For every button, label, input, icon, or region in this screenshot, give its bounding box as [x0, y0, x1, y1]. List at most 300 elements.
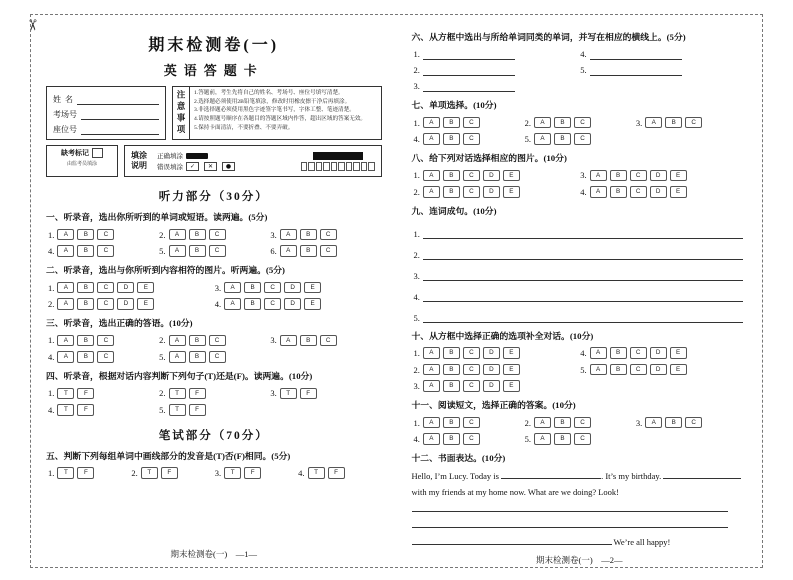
question-number: 1. — [413, 117, 420, 128]
answer-bubble-c[interactable]: C — [463, 170, 480, 182]
answer-row — [48, 404, 382, 416]
answer-row — [48, 388, 382, 400]
answer-bubble-d[interactable]: D — [483, 364, 500, 376]
correct-fill-label: 正确填涂 — [157, 153, 183, 160]
answer-bubble-b[interactable]: B — [554, 117, 571, 129]
answer-bubble-a[interactable]: A — [423, 380, 440, 392]
question-number: 5. — [524, 134, 532, 144]
wrong-fill-example: ✕ — [204, 162, 217, 171]
answer-line-row — [414, 291, 744, 302]
answer-bubble-c[interactable]: C — [320, 245, 337, 257]
answer-bubble-d[interactable]: D — [483, 347, 500, 359]
section-12 — [412, 453, 748, 551]
answer-group — [580, 65, 747, 76]
answer-bubble-b[interactable]: B — [610, 170, 627, 182]
answer-bubble-d[interactable]: D — [483, 170, 500, 182]
answer-bubble-a[interactable]: A — [169, 229, 186, 241]
answer-row — [48, 467, 382, 479]
answer-bubble-f[interactable]: F — [77, 404, 94, 416]
answer-row — [414, 364, 748, 376]
wrong-fill-example: ● — [222, 162, 235, 171]
answer-group — [270, 245, 381, 257]
section-1 — [46, 212, 382, 257]
answer-bubble-c[interactable]: C — [463, 117, 480, 129]
question-number: 1. — [413, 170, 420, 181]
answer-bubble-t[interactable]: T — [57, 404, 74, 416]
question-number: 4. — [580, 348, 587, 359]
answer-bubble-a[interactable]: A — [57, 282, 74, 294]
answer-bubble-b[interactable]: B — [443, 347, 460, 359]
answer-bubble-f[interactable]: F — [244, 467, 261, 479]
absent-mark-checkbox[interactable] — [92, 148, 103, 158]
answer-bubble-f[interactable]: F — [189, 404, 206, 416]
question-number: 2. — [413, 249, 420, 260]
answer-bubble-b[interactable]: B — [554, 133, 571, 145]
answer-bubble-a[interactable]: A — [280, 245, 297, 257]
answer-bubble-c[interactable]: C — [97, 245, 114, 257]
answer-bubble-a[interactable]: A — [423, 364, 440, 376]
section-5 — [46, 451, 382, 479]
question-number: 3. — [413, 81, 420, 92]
answer-bubble-a[interactable]: A — [57, 229, 74, 241]
answer-bubble-c[interactable]: C — [209, 335, 226, 347]
correct-fill-example — [186, 153, 208, 159]
answer-group — [580, 49, 747, 60]
answer-bubble-c[interactable]: C — [97, 298, 114, 310]
answer-group — [580, 170, 747, 182]
wrong-fill-example: ✓ — [186, 162, 199, 171]
question-number: 4. — [580, 186, 587, 197]
question-number: 3. — [635, 417, 643, 428]
answer-blank[interactable] — [423, 65, 515, 76]
answer-bubble-a[interactable]: A — [590, 364, 607, 376]
question-number: 4. — [214, 299, 222, 309]
answer-bubble-d[interactable]: D — [483, 186, 500, 198]
notice-line: 1.答题前，考生先将自己的姓名、考场号、座位号填写清楚。 — [194, 90, 344, 96]
answer-bubble-b[interactable]: B — [443, 133, 460, 145]
question-number: 4. — [48, 351, 55, 362]
question-number: 5. — [524, 434, 532, 444]
answer-bubble-b[interactable]: B — [77, 282, 94, 294]
answer-bubble-d[interactable]: D — [650, 364, 667, 376]
answer-bubble-a[interactable]: A — [534, 117, 551, 129]
answer-bubble-a[interactable]: A — [645, 417, 662, 429]
question-number: 4. — [413, 434, 420, 444]
answer-bubble-c[interactable]: C — [97, 282, 114, 294]
answer-bubble-c[interactable]: C — [463, 433, 480, 445]
answer-bubble-a[interactable]: A — [590, 186, 607, 198]
name-field — [53, 90, 159, 105]
answer-line-row — [414, 270, 744, 281]
answer-bubble-t[interactable]: T — [169, 388, 186, 400]
answer-bubble-t[interactable]: T — [280, 388, 297, 400]
question-number: 4. — [48, 246, 55, 257]
answer-line[interactable] — [423, 312, 743, 323]
question-number: 4. — [413, 134, 420, 144]
answer-bubble-t[interactable]: T — [308, 467, 325, 479]
answer-bubble-c[interactable]: C — [574, 417, 591, 429]
answer-bubble-e[interactable]: E — [670, 186, 687, 198]
header-row-2 — [46, 145, 382, 177]
notice-line: 3.非选择题必须使用黑色字迹签字笔书写，字体工整、笔迹清楚。 — [194, 107, 355, 114]
answer-bubble-c[interactable]: C — [463, 186, 480, 198]
answer-bubble-b[interactable]: B — [244, 282, 261, 294]
answer-group — [414, 133, 525, 145]
answer-bubble-c[interactable]: C — [630, 170, 647, 182]
answer-bubble-f[interactable]: F — [189, 388, 206, 400]
answer-bubble-b[interactable]: B — [443, 417, 460, 429]
wrong-fill-label: 错误填涂 — [157, 164, 183, 171]
answer-bubble-c[interactable]: C — [209, 229, 226, 241]
answer-bubble-c[interactable]: C — [463, 347, 480, 359]
answer-bubble-c[interactable]: C — [264, 282, 281, 294]
answer-bubble-e[interactable]: E — [670, 170, 687, 182]
scissors-icon: ✂ — [23, 18, 42, 32]
notice-line: 2.选择题必须使用2B铅笔填涂，修改时用橡皮擦干净后再填涂。 — [194, 98, 351, 105]
section-11 — [412, 400, 748, 445]
answer-bubble-d[interactable]: D — [650, 170, 667, 182]
answer-bubble-a[interactable]: A — [224, 298, 241, 310]
question-number: 4. — [298, 468, 305, 479]
question-number: 1. — [48, 335, 55, 346]
answer-group — [159, 335, 270, 347]
answer-bubble-c[interactable]: C — [463, 133, 480, 145]
answer-bubble-b[interactable]: B — [665, 117, 682, 129]
answer-group — [414, 170, 581, 182]
answer-bubble-e[interactable]: E — [304, 282, 321, 294]
section-title: 三、听录音，选出正确的答语。(10分) — [46, 317, 193, 328]
essay-blank[interactable] — [412, 535, 612, 545]
answer-row — [414, 170, 748, 182]
answer-bubble-c[interactable]: C — [209, 351, 226, 363]
answer-group — [414, 117, 525, 129]
exam-title: 期末检测卷(一) — [148, 37, 280, 54]
answer-group — [636, 117, 747, 129]
answer-bubble-f[interactable]: F — [77, 388, 94, 400]
answer-bubble-c[interactable]: C — [574, 133, 591, 145]
question-number: 3. — [214, 468, 222, 479]
answer-bubble-b[interactable]: B — [189, 245, 206, 257]
answer-bubble-e[interactable]: E — [304, 298, 321, 310]
answer-bubble-c[interactable]: C — [574, 433, 591, 445]
answer-card-title: 英语答题卡 — [163, 63, 264, 78]
section-title: 二、听录音，选出与你所听到内容相符的图片。听两遍。(5分) — [46, 264, 285, 275]
notice-lines — [190, 87, 381, 139]
answer-bubble-a[interactable]: A — [423, 417, 440, 429]
answer-bubble-b[interactable]: B — [443, 170, 460, 182]
answer-bubble-t[interactable]: T — [141, 467, 158, 479]
answer-row — [414, 186, 748, 198]
answer-group — [580, 186, 747, 198]
answer-line[interactable] — [423, 270, 743, 281]
answer-row — [414, 433, 748, 445]
answer-line[interactable] — [423, 228, 743, 239]
answer-bubble-a[interactable]: A — [57, 298, 74, 310]
answer-bubble-t[interactable]: T — [57, 467, 74, 479]
answer-group — [525, 133, 636, 145]
answer-bubble-a[interactable]: A — [534, 417, 551, 429]
answer-group — [525, 433, 636, 445]
question-number: 2. — [524, 417, 532, 428]
essay-text: Hello, I’m Lucy. Today is — [411, 470, 502, 481]
question-number: 3. — [214, 282, 222, 293]
answer-bubble-e[interactable]: E — [503, 380, 520, 392]
section-title: 一、听录音，选出你所听到的单词或短语。读两遍。(5分) — [46, 212, 268, 222]
answer-bubble-t[interactable]: T — [224, 467, 241, 479]
answer-bubble-c[interactable]: C — [630, 364, 647, 376]
question-number: 1. — [413, 348, 420, 359]
answer-bubble-e[interactable]: E — [670, 347, 687, 359]
answer-bubble-e[interactable]: E — [670, 364, 687, 376]
answer-bubble-a[interactable]: A — [224, 282, 241, 294]
question-number: 5. — [159, 246, 166, 257]
answer-bubble-d[interactable]: D — [117, 282, 134, 294]
answer-bubble-f[interactable]: F — [161, 467, 178, 479]
answer-bubble-t[interactable]: T — [169, 404, 186, 416]
question-number: 5. — [580, 65, 587, 76]
answer-bubble-c[interactable]: C — [463, 380, 480, 392]
answer-bubble-a[interactable]: A — [423, 170, 440, 182]
answer-group — [48, 282, 215, 294]
answer-group — [131, 467, 214, 479]
answer-blank[interactable] — [590, 49, 682, 60]
question-number: 1. — [413, 228, 420, 239]
section-2 — [46, 265, 382, 310]
fill-instructions-label: 填涂说明 — [131, 151, 147, 170]
question-number: 4. — [580, 49, 587, 60]
answer-bubble-c[interactable]: C — [685, 417, 702, 429]
question-number: 5. — [159, 351, 166, 362]
answer-bubble-a[interactable]: A — [169, 335, 186, 347]
essay-blank[interactable] — [412, 502, 728, 512]
answer-bubble-d[interactable]: D — [650, 186, 667, 198]
answer-bubble-e[interactable]: E — [137, 298, 154, 310]
answer-bubble-b[interactable]: B — [610, 364, 627, 376]
question-number: 2. — [413, 364, 420, 375]
answer-row — [414, 380, 748, 392]
answer-bubble-b[interactable]: B — [554, 433, 571, 445]
question-number: 1. — [413, 49, 420, 60]
question-number: 3. — [270, 335, 277, 346]
answer-bubble-b[interactable]: B — [610, 186, 627, 198]
answer-bubble-a[interactable]: A — [57, 245, 74, 257]
answer-bubble-e[interactable]: E — [503, 364, 520, 376]
answer-bubble-a[interactable]: A — [280, 335, 297, 347]
answer-group — [270, 388, 381, 400]
question-number: 3. — [413, 270, 420, 281]
answer-bubble-a[interactable]: A — [590, 347, 607, 359]
answer-bubble-b[interactable]: B — [77, 351, 94, 363]
answer-bubble-a[interactable]: A — [169, 351, 186, 363]
answer-group — [159, 229, 270, 241]
header-row-1 — [46, 86, 382, 140]
answer-group — [48, 404, 159, 416]
exam-room-label: 考场号 — [53, 110, 77, 119]
answer-bubble-b[interactable]: B — [189, 229, 206, 241]
question-number: 6. — [270, 246, 277, 257]
question-number: 1. — [48, 468, 55, 479]
answer-bubble-d[interactable]: D — [284, 282, 301, 294]
answer-bubble-c[interactable]: C — [630, 347, 647, 359]
notice-line: 5.保持卡面清洁，不要折叠、不要弄破。 — [194, 124, 294, 131]
essay-blank[interactable] — [501, 469, 601, 479]
answer-bubble-a[interactable]: A — [423, 186, 440, 198]
barcode-cells — [301, 162, 375, 171]
answer-bubble-c[interactable]: C — [463, 364, 480, 376]
answer-group — [636, 417, 747, 429]
question-number: 2. — [48, 299, 55, 309]
answer-bubble-b[interactable]: B — [189, 335, 206, 347]
answer-group — [159, 245, 270, 257]
answer-bubble-c[interactable]: C — [97, 335, 114, 347]
section-title: 十二、书面表达。(10分) — [411, 452, 506, 463]
answer-bubble-c[interactable]: C — [320, 335, 337, 347]
answer-bubble-b[interactable]: B — [443, 186, 460, 198]
answer-group — [48, 229, 159, 241]
answer-bubble-e[interactable]: E — [137, 282, 154, 294]
section-title: 十、从方框中选择正确的选项补全对话。(10分) — [411, 330, 594, 341]
page-2-footer: 期末检测卷(一) —2— — [536, 555, 623, 566]
essay-blank[interactable] — [663, 469, 741, 479]
section-7 — [412, 100, 748, 145]
answer-bubble-b[interactable]: B — [189, 351, 206, 363]
answer-bubble-b[interactable]: B — [610, 347, 627, 359]
answer-bubble-c[interactable]: C — [320, 229, 337, 241]
section-title: 五、判断下列每组单词中画线部分的发音是(T)否(F)相同。(5分) — [46, 450, 291, 461]
answer-bubble-c[interactable]: C — [574, 117, 591, 129]
answer-bubble-c[interactable]: C — [209, 245, 226, 257]
answer-group — [159, 351, 270, 363]
answer-bubble-b[interactable]: B — [443, 364, 460, 376]
answer-group — [48, 298, 215, 310]
answer-group — [48, 335, 159, 347]
answer-bubble-e[interactable]: E — [503, 347, 520, 359]
answer-bubble-b[interactable]: B — [665, 417, 682, 429]
answer-bubble-a[interactable]: A — [590, 170, 607, 182]
answer-bubble-a[interactable]: A — [423, 347, 440, 359]
answer-row — [414, 347, 748, 359]
answer-bubble-a[interactable]: A — [423, 117, 440, 129]
answer-row — [414, 417, 748, 429]
question-number: 2. — [131, 468, 138, 479]
answer-bubble-c[interactable]: C — [630, 186, 647, 198]
answer-bubble-b[interactable]: B — [300, 245, 317, 257]
answer-bubble-b[interactable]: B — [77, 229, 94, 241]
name-input-line[interactable] — [77, 94, 159, 105]
answer-line[interactable] — [423, 249, 743, 260]
answer-group — [414, 364, 581, 376]
answer-group — [414, 186, 581, 198]
absent-mark-box — [46, 145, 118, 177]
section-title: 四、听录音，根据对话内容判断下列句子(T)还是(F)。读两遍。(10分) — [46, 370, 313, 381]
answer-bubble-a[interactable]: A — [280, 229, 297, 241]
answer-bubble-e[interactable]: E — [503, 186, 520, 198]
answer-bubble-c[interactable]: C — [264, 298, 281, 310]
answer-bubble-b[interactable]: B — [244, 298, 261, 310]
answer-bubble-a[interactable]: A — [645, 117, 662, 129]
section-title: 九、连词成句。(10分) — [411, 205, 497, 216]
question-number: 2. — [159, 229, 166, 240]
answer-group — [215, 467, 298, 479]
answer-bubble-a[interactable]: A — [57, 335, 74, 347]
exam-room-input-line[interactable] — [81, 109, 159, 120]
question-number: 3. — [270, 388, 277, 399]
answer-group — [48, 351, 159, 363]
answer-bubble-a[interactable]: A — [169, 245, 186, 257]
essay-blank[interactable] — [412, 518, 728, 528]
answer-row — [414, 65, 748, 76]
answer-bubble-c[interactable]: C — [97, 351, 114, 363]
question-number: 5. — [580, 364, 587, 375]
section-4 — [46, 371, 382, 416]
answer-group — [48, 388, 159, 400]
absent-mark-note: 由监考员填涂 — [66, 162, 97, 167]
seat-number-input-line[interactable] — [81, 124, 159, 135]
answer-bubble-t[interactable]: T — [57, 388, 74, 400]
notice-label: 注意事项 — [173, 87, 190, 139]
part-heading: 笔试部分（70分） — [158, 429, 269, 442]
answer-blank[interactable] — [423, 81, 515, 92]
page-2 — [411, 24, 748, 566]
answer-row — [414, 117, 748, 129]
answer-bubble-d[interactable]: D — [483, 380, 500, 392]
answer-bubble-c[interactable]: C — [97, 229, 114, 241]
question-number: 1. — [48, 388, 55, 399]
question-number: 1. — [48, 229, 55, 240]
answer-bubble-c[interactable]: C — [463, 417, 480, 429]
essay-text: . It’s my birthday. — [601, 470, 664, 481]
answer-bubble-f[interactable]: F — [77, 467, 94, 479]
answer-bubble-f[interactable]: F — [300, 388, 317, 400]
answer-bubble-a[interactable]: A — [534, 133, 551, 145]
answer-bubble-b[interactable]: B — [300, 335, 317, 347]
answer-bubble-d[interactable]: D — [650, 347, 667, 359]
answer-bubble-b[interactable]: B — [77, 298, 94, 310]
answer-bubble-d[interactable]: D — [284, 298, 301, 310]
answer-blank[interactable] — [423, 49, 515, 60]
answer-row — [48, 298, 382, 310]
answer-bubble-b[interactable]: B — [443, 117, 460, 129]
question-number: 1. — [413, 417, 420, 428]
answer-bubble-e[interactable]: E — [503, 170, 520, 182]
answer-bubble-a[interactable]: A — [534, 433, 551, 445]
section-title: 六、从方框中选出与所给单词同类的单词，并写在相应的横线上。(5分) — [411, 32, 686, 42]
question-number: 2. — [159, 388, 166, 399]
name-label: 姓 名 — [53, 95, 73, 104]
answer-bubble-b[interactable]: B — [77, 335, 94, 347]
question-number: 3. — [413, 381, 420, 392]
answer-bubble-a[interactable]: A — [57, 351, 74, 363]
answer-bubble-b[interactable]: B — [77, 245, 94, 257]
answer-bubble-f[interactable]: F — [328, 467, 345, 479]
answer-bubble-a[interactable]: A — [423, 433, 440, 445]
absent-mark-label: 缺考标记 — [61, 149, 89, 157]
answer-group — [414, 380, 581, 392]
answer-line[interactable] — [423, 291, 743, 302]
answer-bubble-c[interactable]: C — [685, 117, 702, 129]
answer-blank[interactable] — [590, 65, 682, 76]
section-9 — [412, 206, 748, 323]
answer-bubble-b[interactable]: B — [443, 433, 460, 445]
answer-bubble-b[interactable]: B — [300, 229, 317, 241]
answer-bubble-d[interactable]: D — [117, 298, 134, 310]
answer-line-row — [414, 228, 744, 239]
question-number: 3. — [580, 170, 587, 181]
answer-bubble-a[interactable]: A — [423, 133, 440, 145]
answer-bubble-b[interactable]: B — [443, 380, 460, 392]
answer-bubble-b[interactable]: B — [554, 417, 571, 429]
question-number: 2. — [413, 186, 420, 197]
